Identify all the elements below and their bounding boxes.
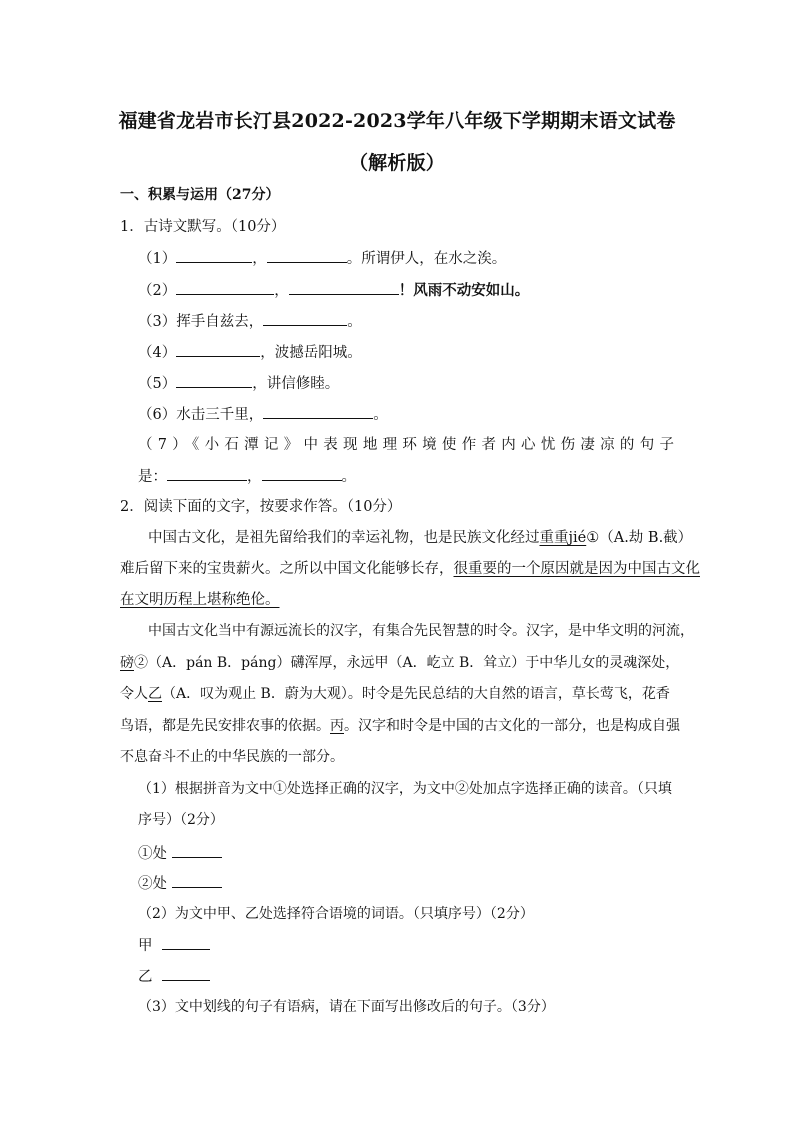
q2-sub1-line1: （1）根据拼音为文中①处选择正确的汉字，为文中②处加点字选择正确的读音。（只填	[138, 781, 672, 797]
q2-sub2-answer-a: 甲	[138, 935, 210, 956]
answer-blank[interactable]	[162, 966, 210, 981]
answer-blank[interactable]	[176, 248, 252, 263]
doc-title: 福建省龙岩市长汀县2022-2023学年八年级下学期期末语文试卷	[118, 110, 676, 132]
answer-blank[interactable]	[262, 466, 342, 481]
q2-sub3: （3）文中划线的句子有语病，请在下面写出修改后的句子。（3分）	[138, 999, 555, 1015]
answer-blank[interactable]	[162, 935, 210, 950]
answer-blank[interactable]	[263, 404, 373, 419]
passage-p2-line5: 不息奋斗不止的中华民族的一部分。	[120, 749, 344, 765]
q2-sub2-answer-b: 乙	[138, 966, 210, 987]
q1-stem: 1．古诗文默写。（10分）	[120, 219, 286, 235]
q1-item-2: （2） ， ！风雨不动安如山。	[138, 282, 530, 299]
passage-p2-line2: 磅②（A．pán B．páng）礴浑厚，永远甲（A．屹立 B．耸立）于中华儿女的灵魂深处，	[120, 655, 680, 671]
faulty-sentence: 很重要的一个原因就是因为中国古文化	[453, 561, 700, 577]
q1-item-1: （1） ， 。所谓伊人，在水之涘。	[138, 248, 506, 269]
q1-item-6: （6）水击三千里， 。	[138, 404, 388, 425]
answer-blank[interactable]	[267, 248, 347, 263]
passage-p2-line4: 鸟语，都是先民安排农事的依据。丙。汉字和时令是中国的古文化的一部分，也是构成自强	[120, 718, 680, 734]
answer-blank[interactable]	[167, 466, 247, 481]
q1-item-4: （4） ，波撼岳阳城。	[138, 342, 362, 363]
q2-stem: 2．阅读下面的文字，按要求作答。（10分）	[120, 499, 402, 515]
answer-blank[interactable]	[176, 373, 252, 388]
answer-blank[interactable]	[176, 342, 260, 357]
q1-item-5: （5） ，讲信修睦。	[138, 373, 339, 394]
q1-item-7-line1: （7）《小石潭记》中表现地理环境使作者内心忧伤凄凉的句子	[138, 437, 674, 453]
passage-p1-line1: 中国古文化，是祖先留给我们的幸运礼物，也是民族文化经过重重jié①（A.劫 B.截）	[148, 530, 693, 546]
answer-blank[interactable]	[289, 280, 399, 295]
q2-sub1-answer-a: ①处	[138, 843, 222, 864]
answer-blank[interactable]	[263, 311, 347, 326]
passage-p1-line3: 在文明历程上堪称绝伦。	[120, 592, 280, 608]
q2-sub1-answer-b: ②处	[138, 873, 222, 894]
q2-sub2: （2）为文中甲、乙处选择符合语境的词语。（只填序号）（2分）	[138, 906, 534, 922]
q1-item-3: （3）挥手自兹去， 。	[138, 311, 362, 332]
doc-subtitle: （解析版）	[348, 152, 445, 174]
passage-p2-line3: 令人乙（A．叹为观止 B．蔚为大观）。时令是先民总结的大自然的语言，草长莺飞，花香	[120, 686, 670, 702]
passage-p1-line2: 难后留下来的宝贵薪火。之所以中国文化能够长存，很重要的一个原因就是因为中国古文化	[120, 561, 700, 577]
q2-sub1-line2: 序号）（2分）	[138, 812, 224, 828]
q1-item-7-line2: 是： ， 。	[138, 466, 356, 487]
answer-blank[interactable]	[176, 280, 274, 295]
answer-blank[interactable]	[172, 843, 222, 858]
passage-p2-line1: 中国古文化当中有源远流长的汉字，有集合先民智慧的时令。汉字，是中华文明的河流，	[148, 623, 694, 639]
answer-blank[interactable]	[172, 873, 222, 888]
section-heading: 一、积累与运用（27分）	[120, 187, 280, 203]
